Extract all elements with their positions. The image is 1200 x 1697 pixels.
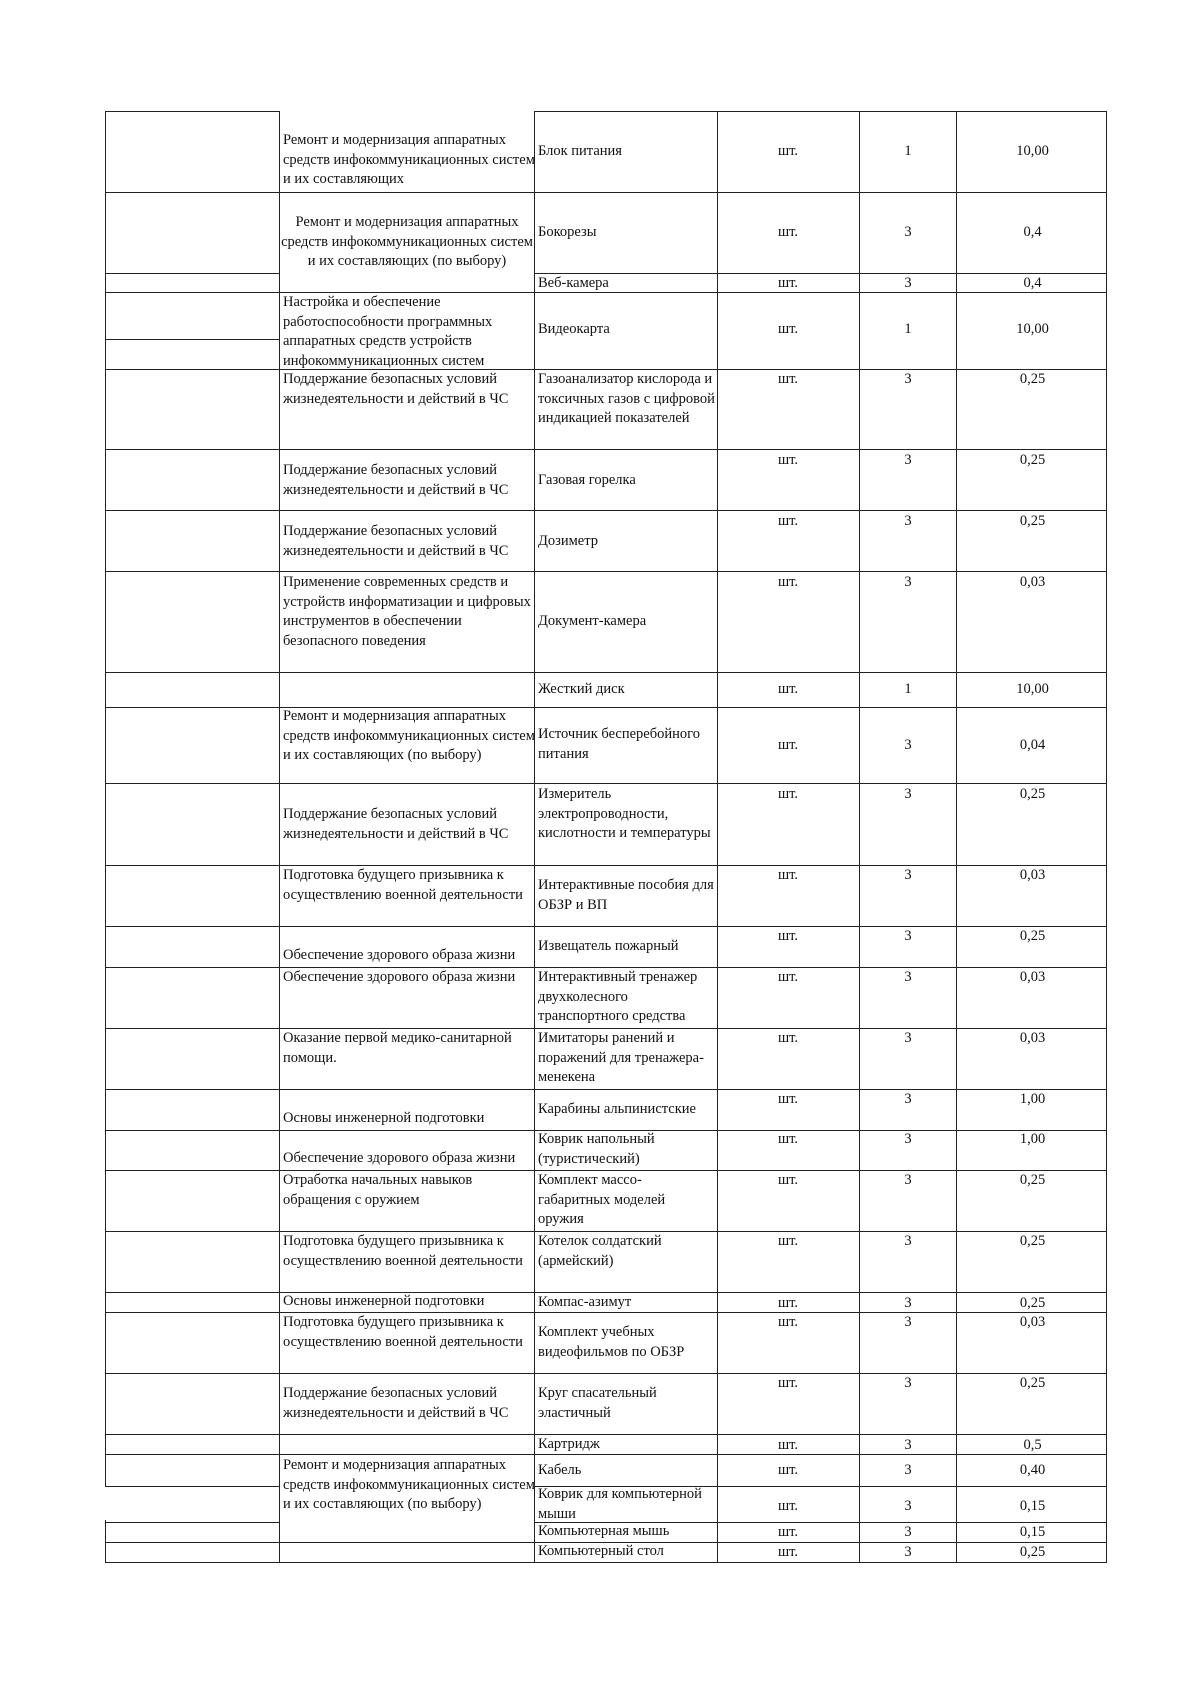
grid-line [105,672,1107,673]
grid-line [105,111,106,1486]
table-cell-unit: шт. [777,574,799,590]
table-cell-item: Компас-азимут [538,1294,632,1310]
table-cell-unit: шт. [777,1295,799,1311]
table-cell-unit: шт. [777,1498,799,1514]
table-cell-qty: 3 [904,1233,912,1249]
table-cell-section: Обеспечение здорового образа жизни [283,1150,516,1166]
table-cell-value: 0,25 [1019,928,1046,944]
table-cell-unit: шт. [777,1524,799,1540]
table-cell-section: Подготовка будущего призывника к осуществлению военной деятельности [283,1314,523,1350]
grid-line [105,865,1107,866]
grid-line [105,1522,280,1523]
table-cell-unit: шт. [777,452,799,468]
table-cell-qty: 3 [904,1498,912,1514]
table-cell-qty: 3 [904,867,912,883]
table-cell-section: Применение современных средств и устройств информатизации и цифровых инструментов в обеспечении безопасного поведения [283,574,531,649]
table-cell-item: Карабины альпинистские [538,1101,696,1117]
table-cell-qty: 3 [904,969,912,985]
table-cell-qty: 3 [904,1462,912,1478]
table-cell-unit: шт. [777,1375,799,1391]
table-cell-value: 0,25 [1019,786,1046,802]
table-cell-value: 0,04 [1019,737,1046,753]
table-cell-unit: шт. [777,1091,799,1107]
table-cell-section: Оказание первой медико-санитарной помощи. [283,1030,512,1066]
table-cell-item: Документ-камера [538,613,647,629]
table-cell-qty: 1 [904,681,912,697]
table-cell-section: Поддержание безопасных условий жизнедеятельности и действий в ЧС [283,371,509,407]
table-cell-qty: 3 [904,786,912,802]
table-cell-section: Отработка начальных навыков обращения с оружием [283,1172,473,1208]
table-cell-section: Основы инженерной подготовки [283,1293,485,1309]
table-cell-unit: шт. [777,321,799,337]
table-cell-item: Видеокарта [538,321,610,337]
table-cell-section: Поддержание безопасных условий жизнедеятельности и действий в ЧС [283,1385,509,1421]
grid-line [105,273,280,274]
table-cell-value: 0,03 [1019,1314,1046,1330]
table-cell-value: 0,03 [1019,867,1046,883]
grid-line [105,1486,280,1487]
table-cell-item: Интерактивный тренажер двухколесного транспортного средства [538,969,698,1024]
grid-line [105,1520,106,1562]
table-cell-section: Поддержание безопасных условий жизнедеятельности и действий в ЧС [283,523,509,559]
table-cell-value: 0,03 [1019,574,1046,590]
table-cell-item: Картридж [538,1436,600,1452]
table-cell-qty: 3 [904,1295,912,1311]
grid-line [105,111,280,112]
table-cell-unit: шт. [777,1437,799,1453]
table-cell-qty: 3 [904,513,912,529]
table-cell-section: Поддержание безопасных условий жизнедеятельности и действий в ЧС [283,806,509,842]
table-cell-item: Кабель [538,1462,582,1478]
table-cell-section: Ремонт и модернизация аппаратных средств инфокоммуникационных систем и их составляющих (по выбору) [283,708,535,763]
table-cell-item: Коврик напольный (туристический) [538,1131,655,1167]
table-cell-item: Извещатель пожарный [538,938,679,954]
table-cell-qty: 3 [904,928,912,944]
grid-line [534,111,1107,112]
table-cell-item: Котелок солдатский (армейский) [538,1233,662,1269]
table-cell-item: Веб-камера [538,275,609,291]
table-cell-value: 0,15 [1019,1498,1046,1514]
table-cell-unit: шт. [777,224,799,240]
grid-line [105,783,1107,784]
table-cell-unit: шт. [777,969,799,985]
table-cell-value: 10,00 [1016,143,1049,159]
table-cell-value: 10,00 [1016,681,1049,697]
table-cell-value: 0,25 [1019,513,1046,529]
table-cell-value: 0,25 [1019,452,1046,468]
grid-line [105,1089,1107,1090]
grid-line [105,339,280,340]
table-cell-section: Обеспечение здорового образа жизни [283,947,516,963]
table-cell-unit: шт. [777,1131,799,1147]
table-cell-section: Настройка и обеспечение работоспособности программных аппаратных средств устройств инфокоммуникационных систем [283,294,493,369]
table-cell-unit: шт. [777,928,799,944]
grid-line [105,707,1107,708]
table-cell-item: Интерактивные пособия для ОБЗР и ВП [538,877,714,913]
table-cell-item: Компьютерная мышь [538,1523,670,1539]
table-cell-value: 0,03 [1019,969,1046,985]
table-cell-item: Жесткий диск [538,681,625,697]
table-cell-value: 0,40 [1019,1462,1046,1478]
table-cell-value: 0,03 [1019,1030,1046,1046]
table-cell-value: 0,25 [1019,1544,1046,1560]
grid-line [105,571,1107,572]
table-cell-section: Обеспечение здорового образа жизни [283,969,516,985]
table-cell-item: Газоанализатор кислорода и токсичных газов с цифровой индикацией показателей [538,371,715,426]
table-cell-unit: шт. [777,143,799,159]
table-cell-item: Комплект учебных видеофильмов по ОБЗР [538,1324,685,1360]
grid-line [105,192,1107,193]
table-cell-item: Блок питания [538,143,622,159]
table-cell-value: 0,25 [1019,1375,1046,1391]
table-cell-item: Компьютерный стол [538,1543,664,1559]
table-cell-unit: шт. [777,371,799,387]
table-cell-unit: шт. [777,1462,799,1478]
table-cell-qty: 3 [904,1375,912,1391]
table-cell-item: Измеритель электропроводности, кислотности и температуры [538,786,711,841]
grid-line [105,1562,1107,1563]
table-cell-qty: 1 [904,143,912,159]
table-cell-item: Источник бесперебойного питания [538,726,700,762]
table-cell-value: 0,15 [1019,1524,1046,1540]
table-cell-section: Ремонт и модернизация аппаратных средств инфокоммуникационных систем и их составляющих (по выбору) [283,1457,535,1512]
table-cell-qty: 3 [904,1544,912,1560]
table-cell-qty: 3 [904,1030,912,1046]
table-cell-value: 10,00 [1016,321,1049,337]
table-cell-item: Круг спасательный эластичный [538,1385,657,1421]
table-cell-item: Газовая горелка [538,472,636,488]
table-cell-qty: 3 [904,1091,912,1107]
table-cell-section: Подготовка будущего призывника к осуществлению военной деятельности [283,1233,523,1269]
table-cell-qty: 3 [904,574,912,590]
table-cell-value: 0,4 [1023,275,1042,291]
table-cell-qty: 3 [904,452,912,468]
table-cell-section: Подготовка будущего призывника к осуществлению военной деятельности [283,867,523,903]
table-cell-item: Дозиметр [538,533,599,549]
table-cell-unit: шт. [777,275,799,291]
table-cell-section: Основы инженерной подготовки [283,1110,485,1126]
table-cell-qty: 3 [904,371,912,387]
table-cell-value: 0,4 [1023,224,1042,240]
table-cell-value: 1,00 [1019,1131,1046,1147]
table-cell-qty: 3 [904,1524,912,1540]
table-cell-item: Коврик для компьютерной мыши [538,1486,702,1522]
table-cell-unit: шт. [777,681,799,697]
table-cell-unit: шт. [777,1233,799,1249]
grid-line [105,449,1107,450]
table-cell-value: 0,25 [1019,1172,1046,1188]
table-cell-unit: шт. [777,867,799,883]
table-cell-value: 1,00 [1019,1091,1046,1107]
table-cell-item: Имитаторы ранений и поражений для тренажера-менекена [538,1030,704,1085]
table-cell-qty: 3 [904,224,912,240]
table-cell-qty: 3 [904,737,912,753]
table-cell-value: 0,25 [1019,1233,1046,1249]
table-cell-section: Поддержание безопасных условий жизнедеятельности и действий в ЧС [283,462,509,498]
grid-line [956,111,957,1563]
table-cell-value: 0,25 [1019,1295,1046,1311]
grid-line [105,926,1107,927]
table-cell-qty: 3 [904,1172,912,1188]
table-cell-value: 0,5 [1023,1437,1042,1453]
grid-line [279,111,280,1563]
table-cell-unit: шт. [777,1030,799,1046]
table-cell-section: Ремонт и модернизация аппаратных средств инфокоммуникационных систем и их составляющих [283,132,535,187]
table-cell-section: Ремонт и модернизация аппаратных средств инфокоммуникационных систем и их составляющих (по выбору) [281,214,533,269]
table-cell-unit: шт. [777,1172,799,1188]
table-cell-qty: 3 [904,1437,912,1453]
table-cell-value: 0,25 [1019,371,1046,387]
grid-line [105,1373,1107,1374]
table-cell-item: Комплект массо-габаритных моделей оружия [538,1172,666,1227]
table-cell-qty: 3 [904,1314,912,1330]
table-cell-qty: 1 [904,321,912,337]
table-cell-unit: шт. [777,737,799,753]
table-cell-qty: 3 [904,275,912,291]
table-cell-unit: шт. [777,1544,799,1560]
table-cell-unit: шт. [777,1314,799,1330]
table-cell-item: Бокорезы [538,224,597,240]
grid-line [859,111,860,1563]
table-cell-qty: 3 [904,1131,912,1147]
table-cell-unit: шт. [777,513,799,529]
table-cell-unit: шт. [777,786,799,802]
grid-line [105,510,1107,511]
